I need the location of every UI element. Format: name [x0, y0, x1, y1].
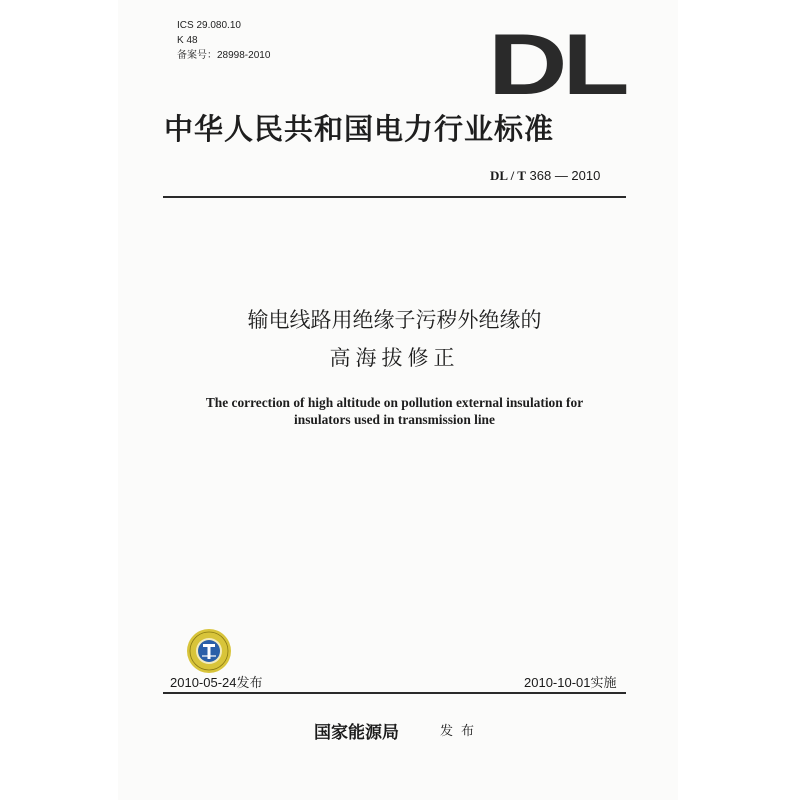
chinese-title-line-1: 输电线路用绝缘子污秽外绝缘的	[247, 308, 542, 332]
top-divider	[163, 196, 626, 198]
implementation-date: 2010-10-01实施	[524, 675, 617, 690]
bottom-divider	[163, 692, 626, 694]
publisher-seal-icon	[186, 628, 232, 674]
english-title	[163, 394, 626, 428]
record-number: 备案号：28998-2010	[177, 50, 271, 61]
issue-label: 发布	[440, 724, 483, 739]
ics-code: ICS 29.080.10	[177, 20, 241, 31]
standard-category-title: 中华人民共和国电力行业标准	[164, 112, 555, 146]
issue-date: 2010-05-24发布	[170, 675, 263, 690]
standard-number	[490, 168, 600, 184]
chinese-title-line-2: 高海拔修正	[329, 346, 460, 370]
classification-block	[177, 18, 270, 63]
issuing-authority: 国家能源局	[314, 723, 399, 743]
standard-number-prefix: DL / T	[490, 168, 526, 183]
ccs-code: K 48	[177, 35, 198, 46]
standard-number-body: 368 — 2010	[529, 168, 601, 183]
english-title-line-2: insulators used in transmission line	[294, 412, 495, 427]
dl-logo: DL	[488, 17, 625, 113]
english-title-line-1: The correction of high altitude on pollution external insulation for	[205, 395, 584, 410]
